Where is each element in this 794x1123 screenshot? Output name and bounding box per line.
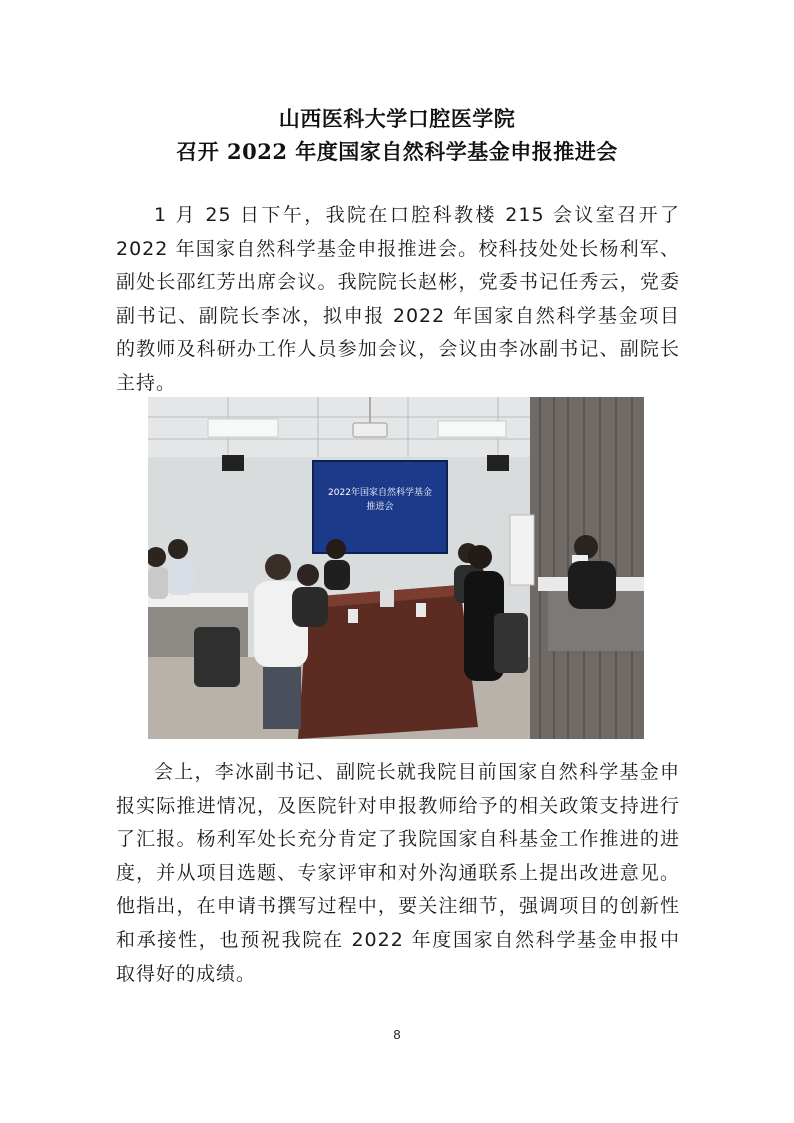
meeting-photo [148,397,644,739]
screen-title-line-1: 2022年国家自然科学基金 [328,488,432,498]
screen-title-line-2: 推进会 [366,502,394,512]
paragraph-1: 1 月 25 日下午，我院在口腔科教楼 215 会议室召开了 2022 年国家自然科学基金申报推进会。校科技处处长杨利军、副处长邵红芳出席会议。我院院长赵彬，党委书记任秀云，党委副书记、副院长李冰，拟申报 2022 年国家自然科学基金项目的教师及科研办工作人员参加会议，会议由李冰副书记、副院长主持。 [116,204,680,394]
title-line-2: 召开 2022 年度国家自然科学基金申报推进会 [176,139,618,164]
page-number: 8 [393,1027,401,1042]
title-line-1: 山西医科大学口腔医学院 [278,106,516,131]
paragraph-2: 会上，李冰副书记、副院长就我院目前国家自然科学基金申报实际推进情况，及医院针对申报教师给予的相关政策支持进行了汇报。杨利军处长充分肯定了我院国家自科基金工作推进的进度，并从项目选题、专家评审和对外沟通联系上提出改进意见。他指出，在申请书撰写过程中，要关注细节，强调项目的创新性和承接性，也预祝我院在 2022 年度国家自然科学基金申报中取得好的成绩。 [116,761,680,985]
